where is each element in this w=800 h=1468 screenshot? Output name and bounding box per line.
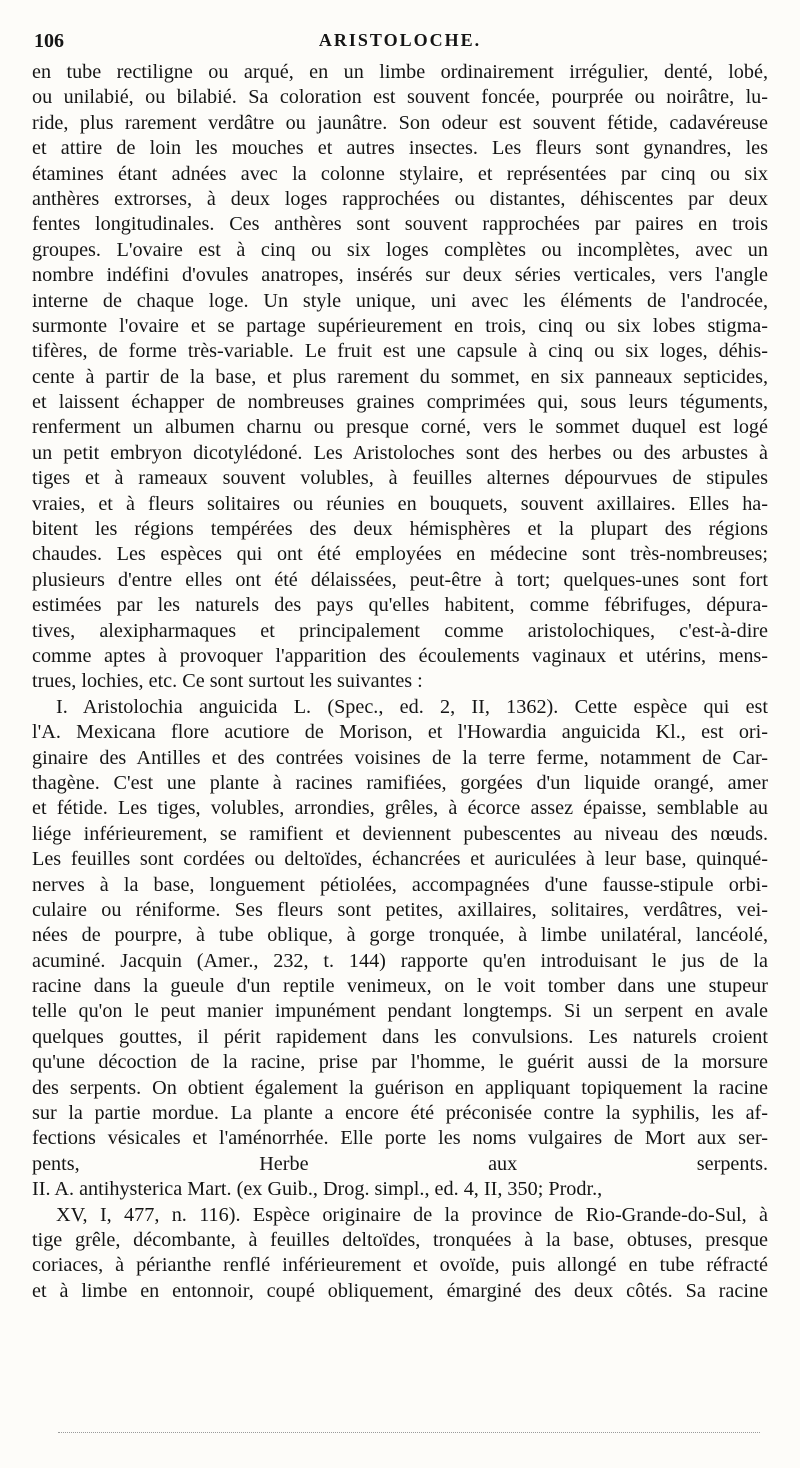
text-line: tiges et à rameaux souvent volubles, à feuilles alternes dépourvues de stipules bbox=[32, 467, 768, 490]
text-line: fentes longitudinales. Ces anthères sont souvent rapprochées par paires en trois bbox=[32, 213, 768, 236]
text-line: thagène. C'est une plante à racines ramifiées, gorgées d'un liquide orangé, amer bbox=[32, 771, 768, 794]
text-line: l'A. Mexicana flore acutiore de Morison, et l'Howardia anguicida Kl., est ori- bbox=[32, 721, 768, 744]
text-line: Les feuilles sont cordées ou deltoïdes, échancrées et auriculées à leur base, quinqué- bbox=[32, 848, 768, 871]
text-line: cente à partir de la base, et plus rarement du sommet, en six panneaux septicides, bbox=[32, 365, 768, 388]
text-line: racine dans la gueule d'un reptile venimeux, on le voit tomber dans une stupeur bbox=[32, 975, 768, 998]
page-number: 106 bbox=[34, 30, 64, 52]
text-line: tige grêle, décombante, à feuilles deltoïdes, tronquées à la base, obtuses, presque bbox=[32, 1228, 768, 1251]
text-line: coriaces, à périanthe renflé inférieurement et ovoïde, puis allongé en tube réfracté bbox=[32, 1254, 768, 1277]
text-line: étamines étant adnées avec la colonne stylaire, et représentées par cinq ou six bbox=[32, 162, 768, 185]
text-line: I. Aristolochia anguicida L. (Spec., ed. 2, II, 1362). Cette espèce qui est bbox=[56, 695, 768, 718]
text-line: nerves à la base, longuement pétiolées, accompagnées d'une fausse-stipule orbi- bbox=[32, 873, 768, 896]
text-line: liége inférieurement, se ramifient et deviennent pubescentes au niveau des nœuds. bbox=[32, 822, 768, 845]
text-line: plusieurs d'entre elles ont été délaissées, peut-être à tort; quelques-unes sont fort bbox=[32, 568, 768, 591]
text-line: XV, I, 477, n. 116). Espèce originaire de la province de Rio-Grande-do-Sul, à bbox=[56, 1203, 768, 1226]
text-line: estimées par les naturels des pays qu'elles habitent, comme fébrifuges, dépura- bbox=[32, 594, 768, 617]
text-line: pents, Herbe aux serpents. bbox=[32, 1152, 768, 1175]
text-line: et à limbe en entonnoir, coupé obliquement, émarginé des deux côtés. Sa racine bbox=[32, 1279, 768, 1302]
text-line: anthères extrorses, à deux loges rapprochées ou distantes, déhiscentes par deux bbox=[32, 187, 768, 210]
text-line: telle qu'on le peut manier impunément pendant longtemps. Si un serpent en avale bbox=[32, 1000, 768, 1023]
text-line bbox=[32, 1304, 768, 1329]
text-line: en tube rectiligne ou arqué, en un limbe ordinairement irrégulier, denté, lobé, bbox=[32, 61, 768, 83]
text-line: et attire de loin les mouches et autres insectes. Les fleurs sont gynandres, les bbox=[32, 137, 768, 160]
text-line: bitent les régions tempérées des deux hémisphères et la plupart des régions bbox=[32, 518, 768, 541]
text-line: ginaire des Antilles et des contrées voisines de la terre ferme, notamment de Car- bbox=[32, 746, 768, 769]
text-line: culaire ou réniforme. Ses fleurs sont petites, axillaires, solitaires, verdâtres, vei- bbox=[32, 898, 768, 921]
text-line: interne de chaque loge. Un style unique, uni avec les éléments de l'androcée, bbox=[32, 289, 768, 312]
text-line: acuminé. Jacquin (Amer., 232, t. 144) rapporte qu'en introduisant le jus de la bbox=[32, 949, 768, 972]
text-line: et fétide. Les tiges, volubles, arrondies, grêles, à écorce assez épaisse, semblable au bbox=[32, 797, 768, 820]
body-text bbox=[32, 60, 768, 1330]
text-line: renferment un albumen charnu ou presque corné, vers le sommet duquel est logé bbox=[32, 416, 768, 439]
text-line: ride, plus rarement verdâtre ou jaunâtre. Son odeur est souvent fétide, cadavéreuse bbox=[32, 111, 768, 134]
text-line: sur la partie mordue. La plante a encore été préconisée contre la syphilis, les af- bbox=[32, 1102, 768, 1125]
text-line: surmonte l'ovaire et se partage supérieurement en trois, cinq ou six lobes stigma- bbox=[32, 314, 768, 337]
page-header bbox=[34, 30, 766, 54]
text-line: ou unilabié, ou bilabié. Sa coloration est souvent foncée, pourprée ou noirâtre, lu- bbox=[32, 86, 768, 109]
text-line: tifères, de forme très-variable. Le fruit est une capsule à cinq ou six loges, déhis- bbox=[32, 340, 768, 363]
text-line: qu'une décoction de la racine, prise par l'homme, le guérit aussi de la morsure bbox=[32, 1051, 768, 1074]
text-line: nombre indéfini d'ovules anatropes, insérés sur deux séries verticales, vers l'angle bbox=[32, 264, 768, 287]
text-line: comme aptes à provoquer l'apparition des écoulements vaginaux et utérins, mens- bbox=[32, 644, 768, 667]
text-line: groupes. L'ovaire est à cinq ou six loges complètes ou incomplètes, avec un bbox=[32, 238, 768, 261]
text-line: vraies, et à fleurs solitaires ou réunies en bouquets, souvent axillaires. Elles ha- bbox=[32, 492, 768, 515]
text-line: un petit embryon dicotylédoné. Les Aristoloches sont des herbes ou des arbustes à bbox=[32, 441, 768, 464]
text-line: et laissent échapper de nombreuses graines comprimées qui, sous leurs téguments, bbox=[32, 391, 768, 414]
text-line: fections vésicales et l'aménorrhée. Elle porte les noms vulgaires de Mort aux ser- bbox=[32, 1127, 768, 1150]
text-line: trues, lochies, etc. Ce sont surtout les suivantes : bbox=[32, 670, 423, 693]
text-line: des serpents. On obtient également la guérison en appliquant topiquement la racine bbox=[32, 1076, 768, 1099]
text-line: II. A. antihysterica Mart. (ex Guib., Drog. simpl., ed. 4, II, 350; Prodr., bbox=[32, 1178, 603, 1201]
text-line: tives, alexipharmaques et principalement comme aristolochiques, c'est-à-dire bbox=[32, 619, 768, 642]
running-title: ARISTOLOCHE. bbox=[318, 30, 482, 50]
text-line: quelques gouttes, il périt rapidement dans les convulsions. Les naturels croient bbox=[32, 1025, 768, 1048]
text-line: nées de pourpre, à tube oblique, à gorge tronquée, à limbe unilatéral, lancéolé, bbox=[32, 924, 768, 947]
bottom-rule bbox=[58, 1432, 760, 1433]
text-line: chaudes. Les espèces qui ont été employées en médecine sont très-nombreuses; bbox=[32, 543, 768, 566]
